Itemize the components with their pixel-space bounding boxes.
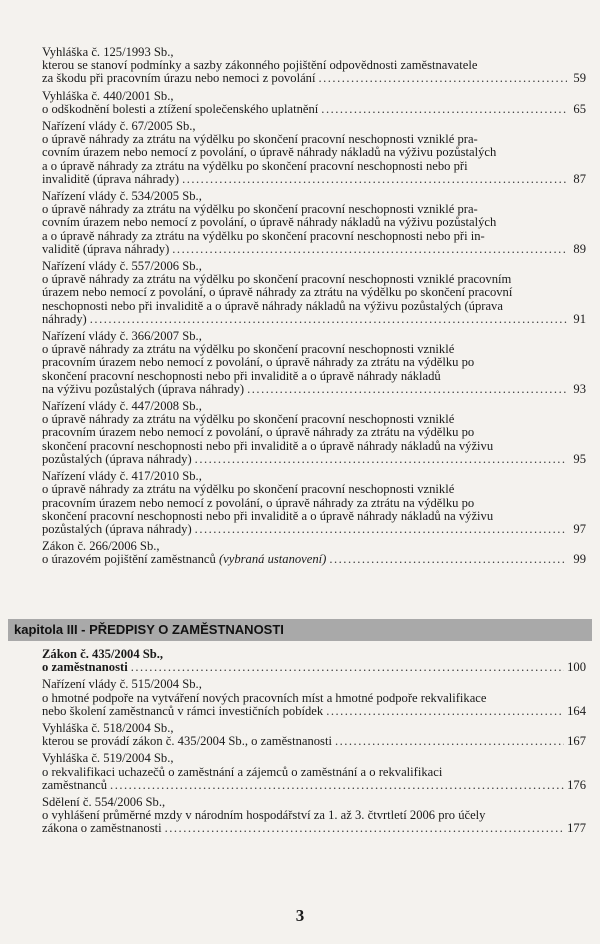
toc-entry-page: 95 [573,452,586,466]
toc-entry [42,400,586,466]
toc-entry-line: o úpravě náhrady za ztrátu na výdělku po skončení pracovní neschopnosti vzniklé [42,343,455,357]
toc-entry-line: úrazem nebo nemocí z povolání, o úpravě náhrady za ztrátu na výdělku po skončení pracovní [42,286,513,300]
toc-entry-title: Nařízení vlády č. 417/2010 Sb., [42,469,202,484]
toc-entry-page: 164 [567,704,586,718]
toc-entry-page: 91 [573,312,586,326]
page-number: 3 [295,906,305,925]
toc-entry [42,752,586,792]
toc-entry-line: za škodu při pracovním úrazu nebo nemoci z povolání ..... 59 [42,72,586,85]
toc-entry-line: neschopnosti nebo při invaliditě a o úpravě náhrady nákladů na výživu pozůstalých (úprava [42,299,503,313]
toc-entry-line: o rekvalifikaci uchazečů o zaměstnání a zájemců o zaměstnání a o rekvalifikaci [42,765,443,779]
toc-entry-line: o hmotné podpoře na vytváření nových pracovních míst a hmotné podpoře rekvalifikace [42,691,487,705]
dot-leader [318,72,567,85]
toc-entry-title: Vyhláška č. 519/2004 Sb., [42,751,174,766]
toc-entry [42,796,586,836]
toc-entry-line: skončení pracovní neschopnosti nebo při invaliditě a o úpravě náhrady nákladů na výživu [42,509,494,523]
toc-entry-line: o úrazovém pojištění zaměstnanců (vybraná ustanovení) ..... 99 [42,553,586,566]
toc-entry-page: 87 [573,172,586,186]
toc-entry-title: Vyhláška č. 125/1993 Sb., [42,45,174,59]
toc-entry [42,330,586,396]
toc-entry-page: 93 [573,382,586,396]
dot-leader [90,313,567,326]
toc-entry-title: Nařízení vlády č. 67/2005 Sb., [42,119,196,134]
toc-entry-line: náhrady) ..... 91 [42,313,586,326]
toc-entry-page: 59 [573,72,586,86]
toc-entry-line: pozůstalých (úprava náhrady) ..... 95 [42,453,586,466]
toc-entry [42,190,586,256]
toc-entry [42,648,586,674]
toc-entry-title: Sdělení č. 554/2006 Sb., [42,795,166,810]
toc-list-top [42,46,586,571]
toc-entry-line: o vyhlášení průměrné mzdy v národním hospodářství za 1. až 3. čtvrtletí 2006 pro účely [42,809,486,823]
toc-entry-line: pracovním úrazem nebo nemocí z povolání, o úpravě náhrady za ztrátu na výdělku po [42,426,475,440]
dot-leader [110,779,564,792]
toc-entry-title: Zákon č. 435/2004 Sb., [42,647,164,661]
toc-entry-page: 65 [573,102,586,116]
dot-leader [326,705,564,718]
toc-entry-line: kterou se stanoví podmínky a sazby zákonného pojištění odpovědnosti zaměstnavatele [42,59,478,73]
toc-entry-line: o zaměstnanosti ..... 100 [42,661,586,674]
toc-entry-line: covním úrazem nebo nemocí z povolání, o úpravě náhrady nákladů na výživu pozůstalých [42,146,497,160]
toc-entry-line: o odškodnění bolesti a ztížení společenského uplatnění ..... 65 [42,103,586,116]
toc-entry-line: o úpravě náhrady za ztrátu na výdělku po skončení pracovní neschopnosti vzniklé [42,413,455,427]
dot-leader [131,661,564,674]
toc-entry-title: Nařízení vlády č. 557/2006 Sb., [42,259,202,274]
toc-entry-line: pracovním úrazem nebo nemocí z povolání, o úpravě náhrady za ztrátu na výdělku po [42,356,475,370]
toc-entry-line: zaměstnanců ..... 176 [42,779,586,792]
toc-entry-title: Vyhláška č. 440/2001 Sb., [42,88,174,103]
dot-leader [172,243,567,256]
toc-entry-line: a o úpravě náhrady za ztrátu na výdělku po skončení pracovní neschopnosti nebo při in- [42,229,485,243]
toc-entry-line: o úpravě náhrady za ztrátu na výdělku po skončení pracovní neschopnosti vzniklé [42,483,455,497]
toc-entry-line: validitě (úprava náhrady) ..... 89 [42,243,586,256]
toc-entry-line: invaliditě (úprava náhrady) ..... 87 [42,173,586,186]
toc-entry-page: 97 [573,522,586,536]
toc-entry [42,260,586,326]
toc-list-bottom [42,648,586,840]
toc-entry-title: Vyhláška č. 518/2004 Sb., [42,721,174,736]
dot-leader [182,173,567,186]
toc-entry-italic-note: (vybraná ustanovení) [218,553,327,567]
toc-entry-title: Nařízení vlády č. 447/2008 Sb., [42,399,202,414]
toc-entry-title: Nařízení vlády č. 515/2004 Sb., [42,677,202,692]
toc-entry [42,678,586,718]
toc-entry-line: kterou se provádí zákon č. 435/2004 Sb., o zaměstnanosti ..... 167 [42,735,586,748]
toc-entry-line: o úpravě náhrady za ztrátu na výdělku po skončení pracovní neschopnosti vzniklé pra- [42,203,478,217]
dot-leader [195,453,567,466]
toc-entry-title: Nařízení vlády č. 534/2005 Sb., [42,189,202,204]
toc-entry-line: skončení pracovní neschopnosti nebo při invaliditě a o úpravě náhrady nákladů na výživu [42,439,494,453]
toc-entry-line: a o úpravě náhrady za ztrátu na výdělku po skončení pracovní neschopnosti nebo při [42,159,468,173]
toc-entry-title: Zákon č. 266/2006 Sb., [42,539,160,554]
toc-entry-line: o úpravě náhrady za ztrátu na výdělku po skončení pracovní neschopnosti vzniklé pracovním [42,273,512,287]
toc-entry-line: na výživu pozůstalých (úprava náhrady) ..... 93 [42,383,586,396]
toc-entry-line: pracovním úrazem nebo nemocí z povolání, o úpravě náhrady za ztrátu na výdělku po [42,496,475,510]
toc-entry [42,470,586,536]
chapter-heading: kapitola III - PŘEDPISY O ZAMĚSTNANOSTI [8,619,592,641]
dot-leader [321,103,567,116]
dot-leader [165,822,565,835]
toc-entry [42,90,586,116]
toc-entry-page: 177 [567,822,586,836]
toc-entry-line: skončení pracovní neschopnosti nebo při invaliditě a o úpravě náhrady nákladů [42,369,441,383]
dot-leader [247,383,567,396]
toc-entry-page: 100 [567,661,586,675]
toc-entry [42,722,586,748]
toc-entry-page: 99 [573,553,586,567]
dot-leader [195,523,567,536]
toc-entry-title: Nařízení vlády č. 366/2007 Sb., [42,329,202,344]
toc-entry-line: covním úrazem nebo nemocí z povolání, o úpravě náhrady nákladů na výživu pozůstalých [42,216,497,230]
toc-entry [42,540,586,566]
toc-entry-page: 176 [567,778,586,792]
toc-entry-line: nebo školení zaměstnanců v rámci investičních pobídek ..... 164 [42,705,586,718]
toc-entry-page: 89 [573,242,586,256]
toc-entry-line: o úpravě náhrady za ztrátu na výdělku po skončení pracovní neschopnosti vzniklé pra- [42,133,478,147]
toc-entry [42,46,586,86]
dot-leader [335,735,564,748]
toc-entry-page: 167 [567,735,586,749]
toc-entry [42,120,586,186]
dot-leader [329,553,567,566]
toc-entry-line: pozůstalých (úprava náhrady) ..... 97 [42,523,586,536]
toc-entry-line: zákona o zaměstnanosti ..... 177 [42,822,586,835]
